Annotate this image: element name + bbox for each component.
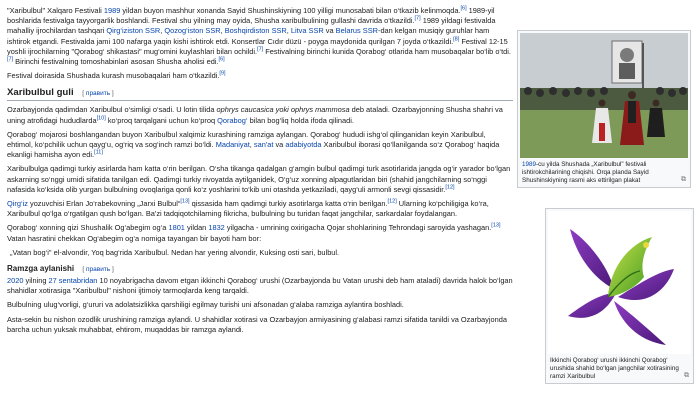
link-bashkir-ssr[interactable]: Boshqirdiston SSR — [224, 26, 287, 36]
edit-section-link: [ править ] — [82, 90, 114, 98]
ref-link[interactable]: [13] — [180, 198, 190, 205]
figure-symbol — [545, 208, 694, 384]
ref-link[interactable]: [7] — [7, 56, 14, 63]
link-1801[interactable]: 1801 — [168, 223, 185, 233]
link-literature[interactable]: adabiyotda — [285, 140, 322, 150]
ref-link[interactable]: [12] — [445, 184, 455, 191]
link-culture[interactable]: Madaniyat — [215, 140, 250, 150]
xaribulbul-flower-icon — [548, 211, 691, 354]
link-belarus-ssr[interactable]: Belarus SSR — [335, 26, 378, 36]
ref-link[interactable]: [8] — [453, 36, 460, 43]
section-heading-flower: Xaribulbul guli [ править ] — [7, 87, 513, 101]
link-kyrgyz-ssr[interactable]: Qirg‘iziston SSR — [106, 26, 161, 36]
article-body — [7, 6, 513, 339]
figure-festival-caption: 1989-cu yilda Shushada „Xaribulbul" festivali ishtirokchilarining chiqishi. Orqa planda Sayid Shushinskiyning rasmi aks ettirilgan plakat ⧉ — [522, 161, 686, 184]
link-kyrgyz[interactable]: Qirg‘iz — [7, 199, 28, 209]
flower-paragraph-3: Xaribulbulga qadimgi turkiy asirlarda ham katta o‘rin berilgan. O‘sha tikanga qadalgan g‘amgin bulbul qadimgi turk asotirlarida jangda og‘ir yarador bo‘lgan askarning so‘nggi umidi sifatida tanilgan edi. Qadimgi turkiy rivoyatda aytilganidek, O‘g‘uz xonning alpagutlaridan biri (shahid jangchilarning so‘nggi nafasida ko‘ksida olib yurgan bulbulning ovoqlariga qonli ko‘z yoshlarini to‘kib uni otashda yetkaziladi, qayg‘uli armonli sevgi qissasidir.[12] — [7, 164, 511, 194]
flower-paragraph-1: Ozarbayjonda qadimdan Xaribulbul o‘simligi o‘sadi. U lotin tilida ophrys caucasica yoki ophrys mammosa deb ataladi. Ozarbayjonning Shusha shahri va uning atrofidagi hududlarda[10] ko‘proq tarqalgani uchun ko‘proq Qorabog‘ bilan bog‘liq holda ifoda qilinadi. — [7, 105, 503, 125]
flower-paragraph-4: Qirg‘iz yozuvchisi Erlan Jo‘rabekovning „Jarxi Bulbul“[13] qissasida ham qadimgi turkiy asotirlarga katta o‘rin berilgan.[12] Ularning ko‘pchiligiga ko‘ra, Xaribulbul qo‘lga o‘rgatilgan qush bo‘lgan. Ba'zi tadqiqotchilarning fikricha, bulbulning bu turidan faqat jangchilar, sarkardalar foydalangan. — [7, 198, 489, 219]
symbol-paragraph-2: Bulbulning ulug‘vorligi, g‘ururi va adolatsizlikka qarshiligi egilmay turishi uni afsonadan g‘alaba ramziga aylantira boshladi. — [7, 300, 404, 310]
section-heading-symbol: Ramzga aylanishi [ править ] — [7, 264, 114, 274]
link-karabakh[interactable]: Qorabog‘ — [217, 115, 248, 125]
link-27-september[interactable]: 27 sentabridan — [48, 276, 98, 286]
ref-link[interactable]: [10] — [96, 115, 106, 122]
link-art[interactable]: san'at — [253, 140, 274, 150]
festival-photo[interactable] — [520, 33, 688, 158]
link-kazakh-ssr[interactable]: Qozog‘iston SSR — [164, 26, 221, 36]
festival-photo-drawing — [520, 33, 688, 158]
xaribulbul-symbol-image[interactable] — [548, 211, 691, 354]
edit-section-link: [ править ] — [82, 266, 114, 274]
link-2020[interactable]: 2020 — [7, 276, 24, 286]
figure-festival — [517, 30, 691, 188]
ref-link[interactable]: [6] — [460, 5, 467, 12]
flower-paragraph-5: Qorabog‘ xonning qizi Shushalik Og‘abegim og‘a 1801 yildan 1832 yilgacha - umrining oxirigacha Qojar shohlarining Tehrondagi saroyida yashagan.[13] Vatan hasratini chekkan Og‘abegim og‘a nomiga tayangan bir bayoti ham bor: — [7, 222, 501, 243]
ref-link[interactable]: [9] — [219, 70, 226, 77]
ref-link[interactable]: [6] — [218, 56, 225, 63]
ref-link[interactable]: [13] — [491, 222, 501, 229]
intro-paragraph-2: Festival doirasida Shushada kurash musobaqalari ham o‘tkazildi.[9] — [7, 70, 226, 81]
figure-symbol-caption: Ikkinchi Qorabog‘ urushi ikkinchi Qorabog‘ urushida shahid bo‘lgan jangchilar xotirasining ramzi Xaribulbul ⧉ — [550, 357, 689, 380]
edit-section-button[interactable]: править — [86, 266, 111, 274]
symbol-paragraph-3: Asta-sekin bu nishon ozodlik urushining ramziga aylandi. U shahidlar xotirasi va Ozarbayjon armiyasining g‘alabasi ramzi sifatida tanildi va Ozarbayjonda barcha uchun yuksak muhabbat, ehtirom, muqaddas bir ramzga aylandi. — [7, 314, 507, 334]
link-lithuania-ssr[interactable]: Litva SSR — [290, 26, 324, 36]
ref-link[interactable]: [12] — [387, 198, 397, 205]
ref-link[interactable]: [7] — [414, 15, 421, 22]
intro-paragraph-1: "Xaribulbul" Xalqaro Festivali 1989 yildan buyon mashhur xonanda Sayid Shushinskiyning 100 yilligi munosabati bilan o‘tkazib kelinmoqda.[6] 1989-yil boshlarida festivalga tayyorgarlik boshlandi. Festival shu yilning may oyida, Shusha xaribulbulining gullashi davrida o‘tkazildi.[7] 1989 yildagi festivalda mahalliy ijrochilardan tashqari Qirg‘iziston SSR, Qozog‘iston SSR, Boshqirdiston SSR, Litva SSR va Belarus SSR-dan kelgan musiqiy guruhlar ham ishtirok etgandi. Festivalda jami 100 nafarga yaqin kishi ishtirok etdi. Konsertlar Cıdır düzü - poyga maydonida qurilgan 7 joyda o‘tkazildi.[8] Festival 12-15 yoshli ijrochilarning "Qorabog‘ shikastasi" mug‘omini kuylashlari bilan ochildi.[7] Festivalning birinchi kunida Qorabog‘ otlarida ham musobaqalar bo‘lib o‘tdi.[7] Birinchi festivalning tomoshabinlari asosan Shusha aholisi edi.[6] — [7, 5, 511, 67]
enlarge-icon[interactable]: ⧉ — [681, 176, 686, 183]
flower-paragraph-2: Qorabog‘ mojarosi boshlangandan buyon Xaribulbul xalqimiz kurashining ramziga aylangan. Qorabog‘ hududi ishg‘ol qilinganidan keyin Xaribulbul, ehtimol, ko‘pchilik uchun qayg‘u, og‘riq va sog‘inch ramzi bo‘ldi. Madaniyat, san'at va adabiyotda Xaribulbul iborasi qo‘llanilganda so‘z Qorabog‘ haqida ekanligi hamisha ayon edi.[11] — [7, 129, 500, 160]
poem-quote: „Vatan bog‘i" el-alvondir, Yoq bag‘rida Xaribulbul. Nedan har yering alvondir, Kuksing osti sari, bulbul. — [10, 247, 340, 257]
link-1832[interactable]: 1832 — [208, 223, 225, 233]
caption-link-1989[interactable]: 1989 — [522, 161, 537, 168]
edit-section-button[interactable]: править — [85, 90, 111, 98]
enlarge-icon[interactable]: ⧉ — [684, 372, 689, 379]
link-1989[interactable]: 1989 — [103, 6, 121, 15]
ref-link[interactable]: [7] — [257, 46, 264, 53]
ref-link[interactable]: [11] — [94, 149, 103, 156]
symbol-paragraph-1: 2020 yilning 27 sentabridan 10 noyabrigacha davom etgan ikkinchi Qorabog‘ urushi (Ozarbayjonda bu Vatan urushi deb ham ataladi) davrida halok bo‘lgan shahidlar xotirasiga "Xaribulbul" nishoni ijtimoiy tarmoqlarda keng tarqaldi. — [7, 276, 513, 296]
